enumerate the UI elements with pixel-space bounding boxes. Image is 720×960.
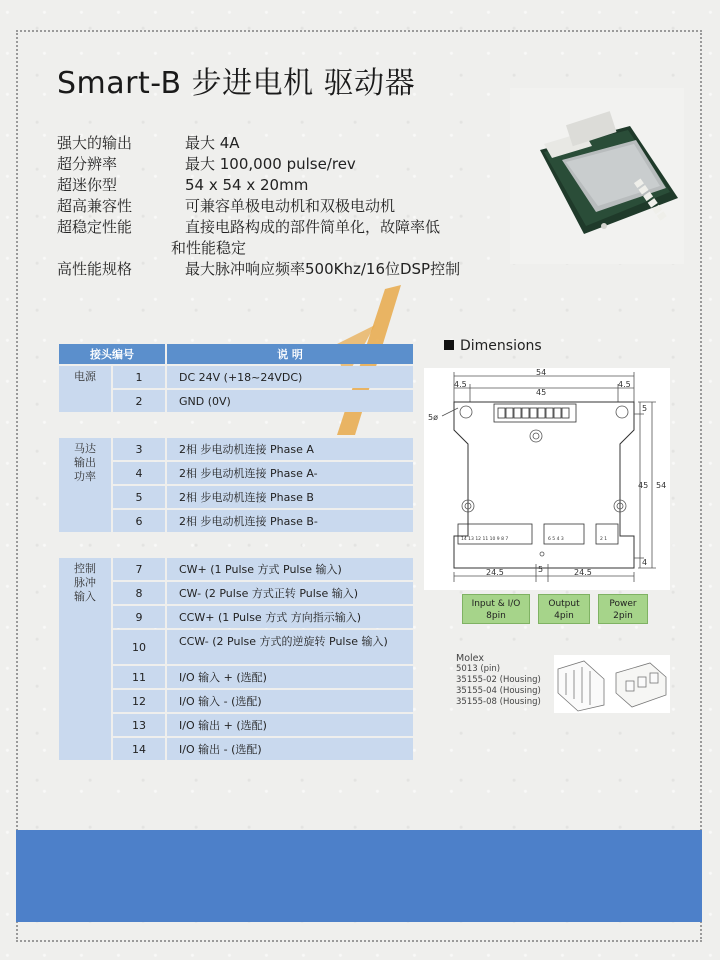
driver-board-illustration — [510, 88, 684, 264]
dim-right-top: 5 — [642, 404, 648, 413]
molex-info — [456, 653, 541, 708]
table-row — [59, 486, 413, 508]
table-row — [59, 462, 413, 484]
pin-desc: GND (0V) — [167, 390, 413, 412]
pin-desc: CCW- (2 Pulse 方式的逆旋转 Pulse 输入) — [167, 630, 413, 664]
table-row — [59, 606, 413, 628]
table-row — [59, 390, 413, 412]
pin-number: 9 — [113, 606, 165, 628]
group-control: 控制 脉冲 输入 — [59, 558, 111, 760]
group-motor: 马达 输出 功率 — [59, 438, 111, 532]
pin-number: 11 — [113, 666, 165, 688]
dim-bottom-left: 24.5 — [486, 568, 504, 577]
dimensions-title — [444, 338, 542, 354]
pin-number: 4 — [113, 462, 165, 484]
table-row — [59, 558, 413, 580]
feature-label: 超分辨率 — [57, 155, 118, 173]
dim-bottom-right: 24.5 — [574, 568, 592, 577]
pin-number: 3 — [113, 438, 165, 460]
connector-output — [538, 594, 590, 624]
pin-number: 2 — [113, 390, 165, 412]
feature-label: 高性能规格 — [57, 260, 133, 278]
square-bullet-icon — [444, 340, 454, 350]
table-row — [59, 666, 413, 688]
feature-value: 最大脉冲响应频率500Khz/16位DSP控制 — [185, 260, 461, 278]
connector-name: Input & I/O — [471, 599, 521, 609]
connector-pins: 4pin — [554, 611, 574, 621]
pin-number: 14 — [113, 738, 165, 760]
pin-desc: CW- (2 Pulse 方式正转 Pulse 输入) — [167, 582, 413, 604]
feature-value: 最大 100,000 pulse/rev — [185, 155, 356, 173]
feature-value: 可兼容单极电动机和双极电动机 — [185, 197, 396, 215]
table-row — [59, 510, 413, 532]
pin-desc: 2相 步电动机连接 Phase A — [167, 438, 413, 460]
header-pin: 接头编号 — [59, 344, 165, 364]
pin-row-output: 6 5 4 3 — [548, 537, 564, 542]
pin-desc: CW+ (1 Pulse 方式 Pulse 输入) — [167, 558, 413, 580]
pin-desc: I/O 输入 + (选配) — [167, 666, 413, 688]
table-gap — [59, 534, 413, 556]
table-row — [59, 738, 413, 760]
connector-pins: 8pin — [486, 611, 506, 621]
connector-pins: 2pin — [613, 611, 633, 621]
feature-label: 强大的输出 — [57, 134, 133, 152]
pin-number: 13 — [113, 714, 165, 736]
feature-value: 直接电路构成的部件简单化，故障率低 — [185, 218, 441, 236]
pin-desc: 2相 步电动机连接 Phase A- — [167, 462, 413, 484]
molex-line: 35155-08 (Housing) — [456, 697, 541, 707]
footer-band — [16, 830, 702, 922]
molex-line: Molex — [456, 653, 484, 664]
pin-number: 1 — [113, 366, 165, 388]
table-row — [59, 690, 413, 712]
table-row — [59, 366, 413, 388]
pin-number: 8 — [113, 582, 165, 604]
table-row — [59, 630, 413, 664]
pin-table — [57, 342, 415, 762]
dim-right-total: 54 — [656, 481, 667, 490]
molex-line: 5013 (pin) — [456, 664, 501, 674]
pin-number: 12 — [113, 690, 165, 712]
pin-number: 6 — [113, 510, 165, 532]
pin-number: 7 — [113, 558, 165, 580]
connector-name: Power — [609, 599, 637, 609]
molex-line: 35155-02 (Housing) — [456, 675, 541, 685]
pin-desc: I/O 输出 - (选配) — [167, 738, 413, 760]
page-title: Smart-B 步进电机 驱动器 — [57, 66, 416, 101]
molex-line: 35155-04 (Housing) — [456, 686, 541, 696]
connector-name: Output — [548, 599, 580, 609]
dim-right-mid: 45 — [638, 481, 649, 490]
table-gap — [59, 414, 413, 436]
feature-value: 和性能稳定 — [171, 239, 247, 257]
dimension-svg — [424, 368, 670, 590]
molex-connector-image — [554, 655, 670, 713]
dim-bottom-mid: 5 — [538, 565, 544, 574]
table-header — [59, 344, 413, 364]
dim-top-left: 4.5 — [454, 380, 467, 389]
table-row — [59, 438, 413, 460]
pin-desc: I/O 输出 + (选配) — [167, 714, 413, 736]
feature-label: 超迷你型 — [57, 176, 118, 194]
dim-hole: 5ø — [428, 413, 438, 422]
dim-right-bottom: 4 — [642, 558, 648, 567]
header-desc: 说 明 — [167, 344, 413, 364]
dim-top-right: 4.5 — [618, 380, 631, 389]
pin-desc: DC 24V (+18~24VDC) — [167, 366, 413, 388]
group-power: 电源 — [59, 366, 111, 412]
feature-value: 54 x 54 x 20mm — [185, 176, 309, 194]
dimension-drawing — [424, 368, 670, 590]
pin-number: 5 — [113, 486, 165, 508]
table-row — [59, 582, 413, 604]
pin-desc: 2相 步电动机连接 Phase B — [167, 486, 413, 508]
feature-label: 超高兼容性 — [57, 197, 133, 215]
feature-value: 最大 4A — [185, 134, 240, 152]
pin-desc: I/O 输入 - (选配) — [167, 690, 413, 712]
pin-row-io: 14 13 12 11 10 9 8 7 — [461, 537, 509, 542]
pin-row-power: 2 1 — [600, 537, 608, 542]
product-photo — [510, 88, 684, 264]
connector-input-io — [462, 594, 530, 624]
dim-top-total: 54 — [536, 368, 547, 377]
pin-desc: CCW+ (1 Pulse 方式 方向指示输入) — [167, 606, 413, 628]
pin-desc: 2相 步电动机连接 Phase B- — [167, 510, 413, 532]
table-row — [59, 714, 413, 736]
dimensions-title-text: Dimensions — [460, 338, 542, 354]
pin-number: 10 — [113, 630, 165, 664]
connector-power — [598, 594, 648, 624]
feature-label: 超稳定性能 — [57, 218, 133, 236]
dim-top-mid: 45 — [536, 388, 547, 397]
